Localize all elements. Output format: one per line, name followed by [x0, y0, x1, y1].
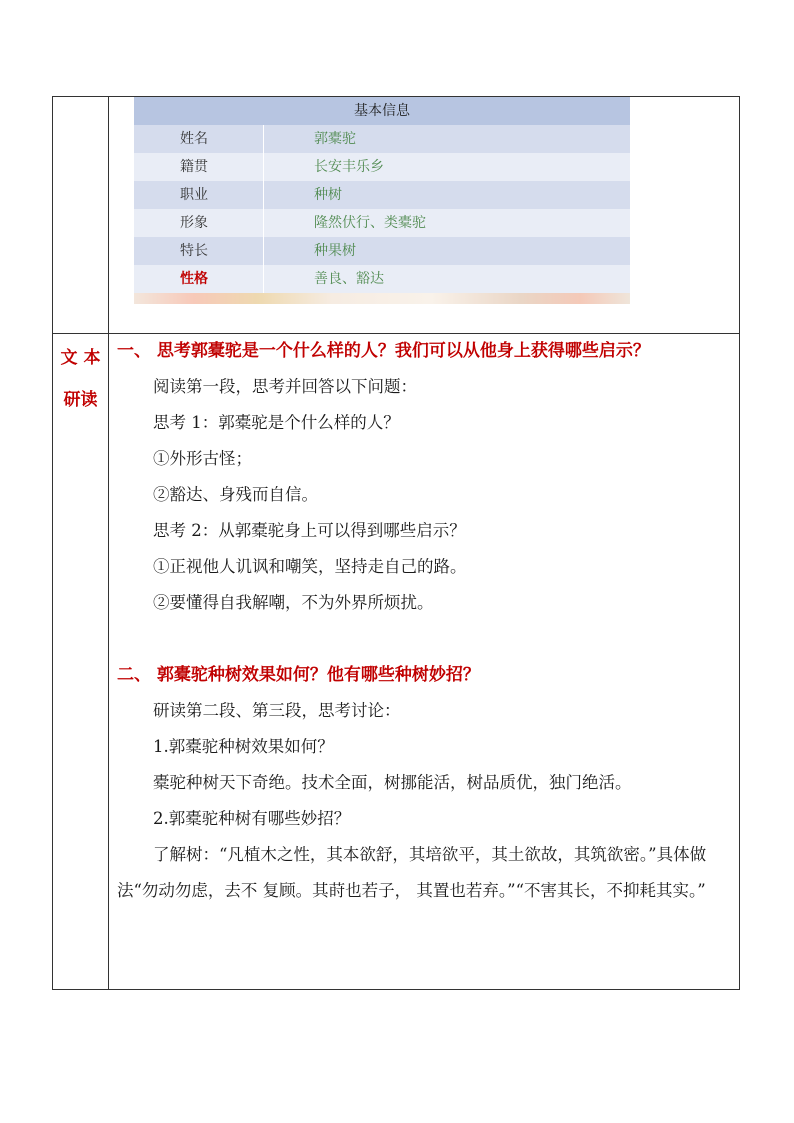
- section1-intro: 阅读第一段，思考并回答以下问题：: [153, 377, 417, 396]
- section2-question2: 2.郭橐驼种树有哪些妙招？: [153, 809, 351, 828]
- info-row-hometown: [134, 153, 630, 181]
- reading-content: [117, 333, 737, 909]
- info-row-personality: [134, 265, 630, 293]
- section1-answer1-1: ①外形古怪；: [153, 449, 252, 468]
- info-value: 隆然伏行、类橐驼: [314, 215, 426, 231]
- side-label-line2: 研读: [63, 390, 98, 410]
- info-label: 职业: [134, 181, 264, 209]
- floral-border-decoration: [134, 293, 630, 304]
- info-value: 种树: [314, 187, 342, 203]
- section2-answer1: 橐驼种树天下奇绝。技术全面，树挪能活，树品质优，独门绝活。: [153, 773, 632, 792]
- section1-question1: 思考 1：郭橐驼是个什么样的人？: [153, 413, 400, 432]
- section2-question1: 1.郭橐驼种树效果如何？: [153, 737, 334, 756]
- info-row-appearance: [134, 209, 630, 237]
- column-divider: [108, 97, 109, 989]
- section1-question2: 思考 2：从郭橐驼身上可以得到哪些启示？: [153, 521, 466, 540]
- info-value: 长安丰乐乡: [314, 159, 384, 175]
- info-label: 特长: [134, 237, 264, 265]
- side-label-line1: 文 本: [60, 348, 101, 368]
- info-label: 形象: [134, 209, 264, 237]
- info-label: 姓名: [134, 125, 264, 153]
- info-label: 性格: [134, 265, 264, 293]
- section1-answer1-2: ②豁达、身残而自信。: [153, 485, 318, 504]
- info-row-occupation: [134, 181, 630, 209]
- section1-answer2-2: ②要懂得自我解嘲，不为外界所烦扰。: [153, 593, 434, 612]
- info-row-specialty: [134, 237, 630, 265]
- section2-answer2: 了解树：“凡植木之性，其本欲舒，其培欲平，其土欲故，其筑欲密。”具体做法“勿动勿虑，去不 复顾。其莳也若子， 其置也若弃。”“不害其长，不抑耗其实。”: [117, 845, 707, 900]
- info-row-name: [134, 125, 630, 153]
- info-value: 郭橐驼: [314, 131, 356, 147]
- section2-heading: 二、 郭橐驼种树效果如何？他有哪些种树妙招？: [117, 665, 480, 685]
- info-label: 籍贯: [134, 153, 264, 181]
- section1-answer2-1: ①正视他人讥讽和嘲笑，坚持走自己的路。: [153, 557, 467, 576]
- document-table: [52, 96, 740, 990]
- info-table-header: 基本信息: [134, 97, 630, 125]
- info-value: 种果树: [314, 243, 356, 259]
- basic-info-table: [134, 97, 630, 304]
- section2-intro: 研读第二段、第三段，思考讨论：: [153, 701, 401, 720]
- info-value: 善良、豁达: [314, 271, 384, 287]
- section1-heading: 一、 思考郭橐驼是一个什么样的人？我们可以从他身上获得哪些启示？: [117, 341, 650, 361]
